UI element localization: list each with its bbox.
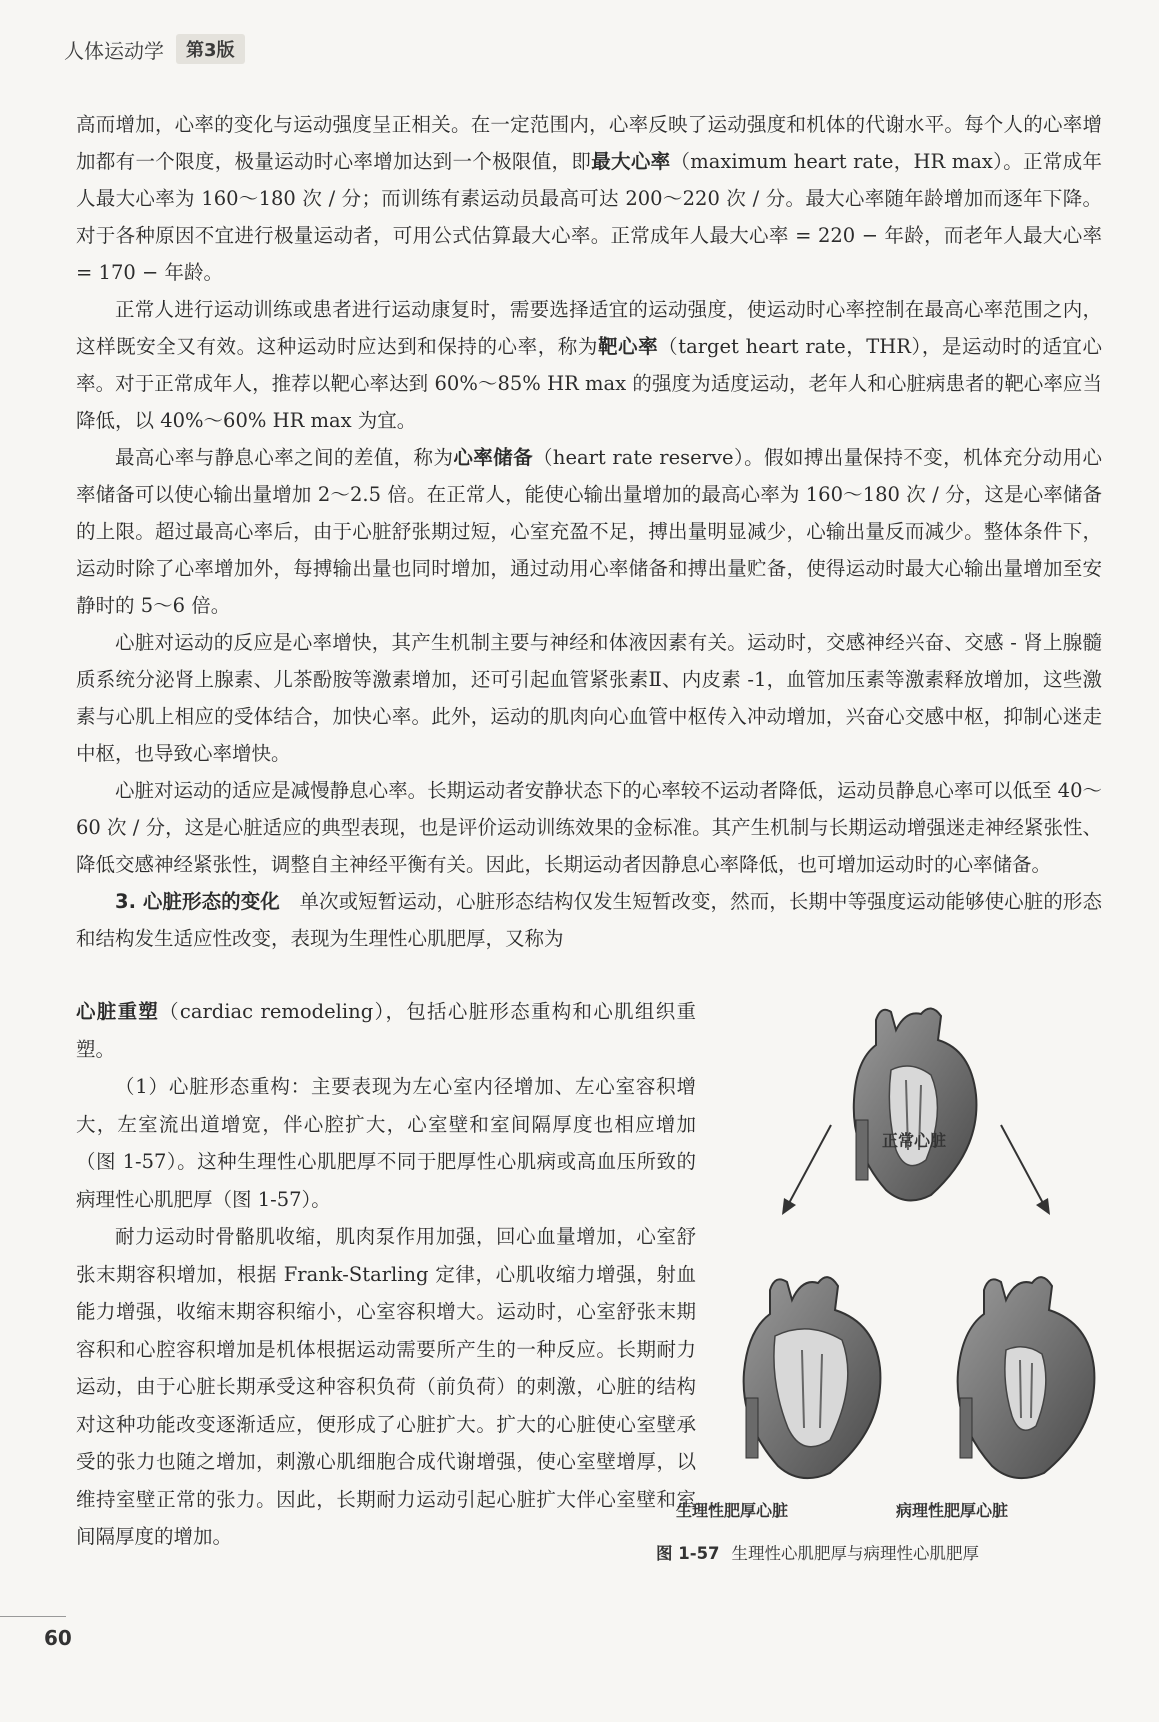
edition-badge: 第3版 — [176, 34, 245, 64]
paragraph-1-text-b: （maximum heart rate，HR max）。正常成年人最大心率为 160～180 次 / 分；而训练有素运动员最高可达 200～220 次 / 分。最大心率随年龄增加而逐年下降。对于各种原因不宜进行极量运动者，可用公式估算最大心率。正常成年人最大心率 = 220 − 年龄，而老年人最大心率 = 170 − 年龄。 — [76, 150, 1102, 284]
label-pathological-hypertrophy: 病理性肥厚心脏 — [896, 1501, 1009, 1520]
arrow-left-icon — [776, 1120, 836, 1220]
term-cardiac-remodeling: 心脏重塑 — [76, 1000, 160, 1023]
paragraph-1-text-a: 高而增加，心率的变化与运动强度呈正相关。在一定范围内，心率反映了运动强度和机体的代谢水平。每个人的心率增加都有一个限度，极量运动时心率增加达到一个极限值，即 — [76, 113, 1102, 173]
term-max-heart-rate: 最大心率 — [591, 150, 671, 173]
footer-rule — [0, 1616, 66, 1617]
paragraph-3-text-b: （heart rate reserve）。假如搏出量保持不变，机体充分动用心率储备可以使心输出量增加 2～2.5 倍。在正常人，能使心输出量增加的最高心率为 160～180 次 / 分，这是心率储备的上限。超过最高心率后，由于心脏舒张期过短，心室充盈不足，搏出量明显减少，心输出量反而减少。整体条件下，运动时除了心率增加外，每搏输出量也同时增加，通过动用心率储备和搏出量贮备，使得运动时最大心输出量增加至安静时的 5～6 倍。 — [76, 446, 1102, 617]
paragraph-7: （1）心脏形态重构：主要表现为左心室内径增加、左心室容积增大，左室流出道增宽，伴心腔扩大，心室壁和室间隔厚度也相应增加（图 1-57）。这种生理性心肌肥厚不同于肥厚性心肌病或高血压所致的病理性心肌肥厚（图 1-57）。 — [76, 1075, 696, 1211]
section-3-continuation — [76, 993, 696, 1068]
term-target-heart-rate: 靶心率 — [597, 335, 659, 358]
paragraph-2-text-a: 正常人进行运动训练或患者进行运动康复时，需要选择适宜的运动强度，使运动时心率控制在最高心率范围之内，这样既安全又有效。这种运动时应达到和保持的心率，称为 — [76, 298, 1102, 358]
paragraph-2-text-b: （target heart rate，THR），是运动时的适宜心率。对于正常成年人，推荐以靶心率达到 60%～85% HR max 的强度为适度运动，老年人和心脏病患者的靶心率应当降低，以 40%～60% HR max 为宜。 — [76, 335, 1102, 432]
label-physiological-hypertrophy: 生理性肥厚心脏 — [676, 1501, 789, 1520]
narrow-text-block — [76, 993, 696, 1556]
arrow-right-icon — [996, 1120, 1056, 1220]
paragraph-2 — [76, 291, 1102, 439]
running-header — [64, 34, 245, 64]
figure-caption-text: 生理性心肌肥厚与病理性心肌肥厚 — [731, 1544, 980, 1563]
paragraph-4: 心脏对运动的反应是心率增快，其产生机制主要与神经和体液因素有关。运动时，交感神经兴奋、交感 - 肾上腺髓质系统分泌肾上腺素、儿茶酚胺等激素增加，还可引起血管紧张素Ⅱ、内皮素 -1，血管加压素等激素释放增加，这些激素与心肌上相应的受体结合，加快心率。此外，运动的肌肉向心血管中枢传入冲动增加，兴奋心交感中枢，抑制心迷走中枢，也导致心率增快。 — [76, 631, 1102, 765]
label-normal-heart: 正常心脏 — [882, 1131, 947, 1150]
paragraph-3-text-a: 最高心率与静息心率之间的差值，称为 — [115, 446, 454, 469]
section-3-paragraph — [76, 883, 1102, 957]
section-3-text-b: （cardiac remodeling），包括心脏形态重构和心肌组织重塑。 — [76, 1000, 696, 1061]
paragraph-1 — [76, 106, 1102, 291]
paragraph-5: 心脏对运动的适应是减慢静息心率。长期运动者安静状态下的心率较不运动者降低，运动员静息心率可以低至 40～60 次 / 分，这是心脏适应的典型表现，也是评价运动训练效果的金标准。其产生机制与长期运动增强迷走神经紧张性、降低交感神经紧张性，调整自主神经平衡有关。因此，长期运动者因静息心率降低，也可增加运动时的心率储备。 — [76, 779, 1102, 876]
book-title: 人体运动学 — [64, 38, 164, 63]
page-number: 60 — [44, 1626, 72, 1650]
paragraph-8: 耐力运动时骨骼肌收缩，肌肉泵作用加强，回心血量增加，心室舒张末期容积增加，根据 Frank-Starling 定律，心肌收缩力增强，射血能力增强，收缩末期容积缩小，心室容积增大。运动时，心室舒张末期容积和心腔容积增加是机体根据运动需要所产生的一种反应。长期耐力运动，由于心脏长期承受这种容积负荷（前负荷）的刺激，心脏的结构对这种功能改变逐渐适应，便形成了心脏扩大。扩大的心脏使心室壁承受的张力也随之增加，刺激心肌细胞合成代谢增强，使心室壁增厚，以维持室壁正常的张力。因此，长期耐力运动引起心脏扩大伴心室壁和室间隔厚度的增加。 — [76, 1225, 696, 1548]
pathological-hypertrophy-heart-illustration — [944, 1268, 1110, 1488]
paragraph-3 — [76, 439, 1102, 624]
figure-number: 图 1-57 — [656, 1544, 720, 1563]
normal-heart-illustration — [836, 1000, 996, 1210]
main-text-block — [76, 106, 1102, 957]
section-3-text-a: 单次或短暂运动，心脏形态结构仅发生短暂改变，然而，长期中等强度运动能够使心脏的形态和结构发生适应性改变，表现为生理性心肌肥厚，又称为 — [76, 890, 1102, 950]
term-heart-rate-reserve: 心率储备 — [453, 446, 533, 469]
physiological-hypertrophy-heart-illustration — [730, 1268, 896, 1488]
section-3-heading: 3. 心脏形态的变化 — [115, 890, 280, 913]
figure-caption — [656, 1540, 1076, 1564]
figure-1-57 — [656, 1000, 1116, 1570]
